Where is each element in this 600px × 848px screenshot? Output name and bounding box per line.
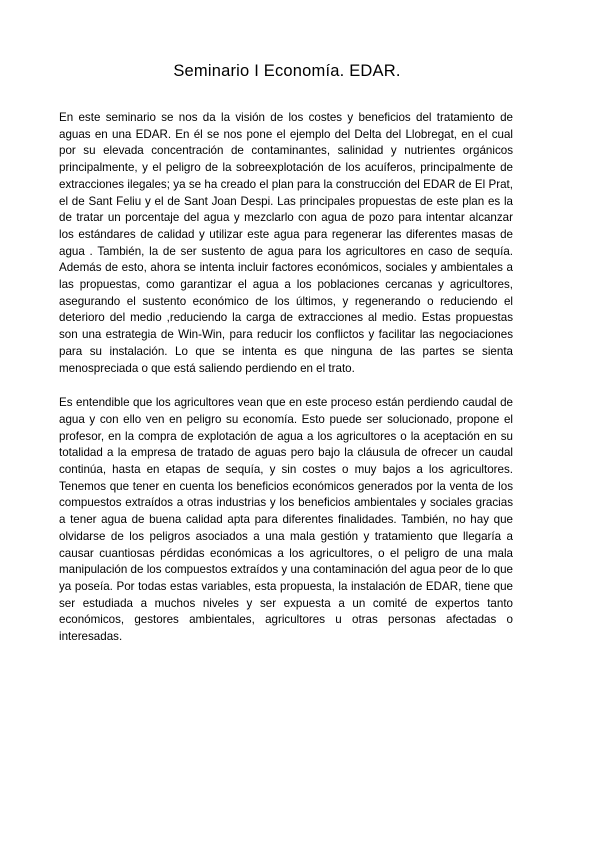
- body-paragraph: Es entendible que los agricultores vean que en este proceso están perdiendo caudal de agua y con ello ven en peligro su economía. Esto puede ser solucionado, propone el profesor, en la compra de explotación de agua a los agricultores o la aceptación en su totalidad a la empresa de tratado de aguas pero bajo la cláusula de ofrecer un caudal continúa, hasta en etapas de sequía, y sin costes o muy bajos a los agricultores. Tenemos que tener en cuenta los beneficios económicos generados por la venta de los compuestos extraídos a otras industrias y los beneficios ambientales y sociales gracias a tener agua de buena calidad apta para diferentes finalidades. También, no hay que olvidarse de los peligros asociados a una mala gestión y tratamiento que llegaría a causar cuantiosas pérdidas económicas a los agricultores, o el peligro de una mala manipulación de los compuestos extraídos y una contaminación del agua peor de lo que ya poseía. Por todas estas variables, esta propuesta, la instalación de EDAR, tiene que ser estudiada a muchos niveles y ser expuesta a un comité de expertos tanto económicos, gestores ambientales, agricultores u otras personas afectadas o interesadas.: [59, 396, 513, 644]
- body-paragraph: En este seminario se nos da la visión de los costes y beneficios del tratamiento de aguas en una EDAR. En él se nos pone el ejemplo del Delta del Llobregat, en el cual por su elevada concentración de contaminantes, salinidad y nutrientes orgánicos principalmente, y el peligro de la sobreexplotación de los acuíferos, principalmente de extracciones ilegales; ya se ha creado el plan para la construcción del EDAR de El Prat, el de Sant Feliu y el de Sant Joan Despi. Las principales propuestas de este plan es la de tratar un porcentaje del agua y mezclarlo con agua de pozo para intentar alcanzar los estándares de calidad y utilizar este agua para regenerar las diferentes masas de agua . También, la de ser sustento de agua para los agricultores en caso de sequía. Además de esto, ahora se intenta incluir factores económicos, sociales y ambientales a las propuestas, como garantizar el agua a los poblaciones cercanas y agricultores, asegurando el sustento económico de los últimos, y regenerando o reduciendo el deterioro del medio ,reduciendo la carga de extracciones al medio. Estas propuestas son una estrategia de Win-Win, para reducir los conflictos y facilitar las negociaciones para su instalación. Lo que se intenta es que ninguna de las partes se sienta menospreciada o que está saliendo perdiendo en el trato.: [59, 111, 513, 375]
- document-body: [59, 110, 513, 646]
- document-title: Seminario I Economía. EDAR.: [173, 62, 401, 80]
